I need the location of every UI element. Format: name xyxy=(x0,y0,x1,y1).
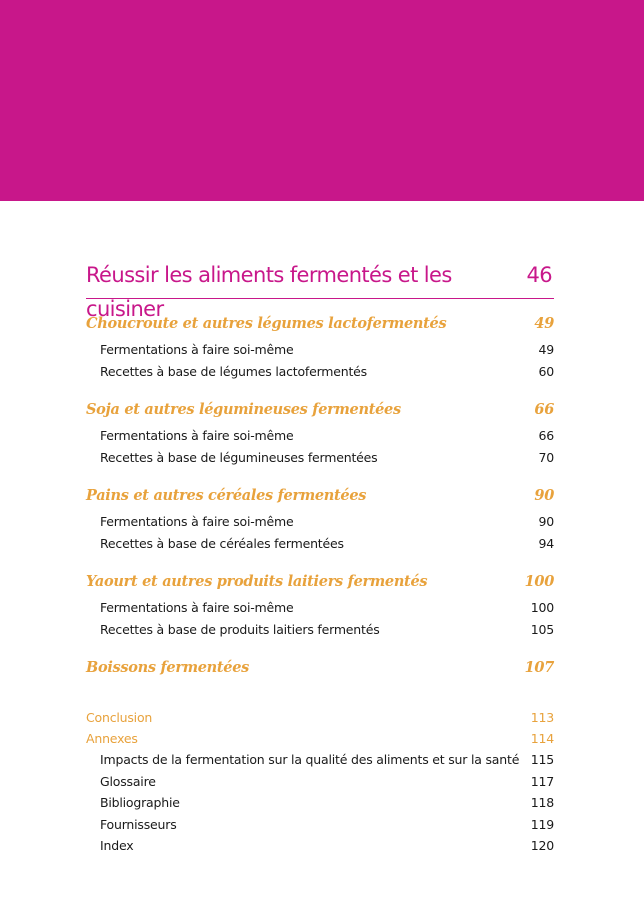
entry-title: Recettes à base de légumineuses fermentées xyxy=(100,450,378,465)
toc-chapter[interactable] xyxy=(86,399,554,421)
annexes-page-number: 114 xyxy=(530,731,554,746)
entry-title: Fournisseurs xyxy=(100,816,177,832)
part-title xyxy=(86,258,554,321)
annexes-title: Annexes xyxy=(86,731,138,746)
entry-title: Fermentations à faire soi-même xyxy=(100,342,294,357)
chapter-title: Pains et autres céréales fermentées xyxy=(86,487,367,504)
toc-entry[interactable] xyxy=(86,597,554,619)
part-page-number: 46 xyxy=(526,263,552,287)
entry-page-number: 115 xyxy=(530,752,554,767)
entry-page-number: 70 xyxy=(538,450,554,465)
entry-title: Recettes à base de céréales fermentées xyxy=(100,536,344,551)
entry-title: Glossaire xyxy=(100,773,156,789)
entry-page-number: 120 xyxy=(530,838,554,853)
toc-conclusion[interactable] xyxy=(86,707,554,728)
entry-title: Fermentations à faire soi-même xyxy=(100,514,294,529)
chapter-page-number: 49 xyxy=(534,315,554,332)
chapter-title: Boissons fermentées xyxy=(86,659,250,676)
chapter-page-number: 90 xyxy=(534,487,554,504)
toc-entry[interactable] xyxy=(86,749,554,771)
entry-page-number: 118 xyxy=(530,795,554,810)
entry-page-number: 90 xyxy=(538,514,554,529)
entry-title: Fermentations à faire soi-même xyxy=(100,600,294,615)
entry-title: Recettes à base de légumes lactofermentés xyxy=(100,364,367,379)
entry-page-number: 49 xyxy=(538,342,554,357)
entry-page-number: 119 xyxy=(530,816,554,832)
entry-page-number: 66 xyxy=(538,428,554,443)
entry-title: Impacts de la fermentation sur la qualité des aliments et sur la santé xyxy=(100,752,520,767)
entry-page-number: 105 xyxy=(530,622,554,637)
toc-entry[interactable] xyxy=(86,425,554,447)
conclusion-page-number: 113 xyxy=(530,710,554,725)
header-banner xyxy=(0,0,644,201)
toc-chapter[interactable] xyxy=(86,571,554,593)
toc-chapter[interactable] xyxy=(86,657,554,679)
chapter-page-number: 100 xyxy=(524,573,554,590)
entry-title: Index xyxy=(100,838,134,853)
chapter-page-number: 107 xyxy=(524,659,554,676)
toc-entry[interactable] xyxy=(86,361,554,383)
toc-entry[interactable] xyxy=(86,835,554,857)
chapter-title: Soja et autres légumineuses fermentées xyxy=(86,401,401,418)
entry-title: Fermentations à faire soi-même xyxy=(100,428,294,443)
toc-chapter[interactable] xyxy=(86,485,554,507)
entry-page-number: 94 xyxy=(538,536,554,551)
toc-entry[interactable] xyxy=(86,533,554,555)
toc-entry[interactable] xyxy=(86,619,554,641)
toc-entry[interactable] xyxy=(86,814,554,836)
entry-page-number: 100 xyxy=(530,600,554,615)
conclusion-title: Conclusion xyxy=(86,710,153,725)
entry-title: Bibliographie xyxy=(100,795,180,810)
entry-page-number: 117 xyxy=(530,773,554,789)
toc-entry[interactable] xyxy=(86,792,554,814)
chapter-page-number: 66 xyxy=(534,401,554,418)
chapter-title: Choucroute et autres légumes lactofermentés xyxy=(86,315,447,332)
entry-page-number: 60 xyxy=(538,364,554,379)
part-title-text: Réussir les aliments fermentés et les cuisiner xyxy=(86,263,452,321)
chapter-title: Yaourt et autres produits laitiers fermentés xyxy=(86,573,428,590)
entry-title: Recettes à base de produits laitiers fermentés xyxy=(100,622,380,637)
toc-entry[interactable] xyxy=(86,339,554,361)
toc-entry[interactable] xyxy=(86,511,554,533)
toc-entry[interactable] xyxy=(86,771,554,793)
toc-entry[interactable] xyxy=(86,447,554,469)
table-of-contents xyxy=(86,258,554,857)
toc-annexes[interactable] xyxy=(86,728,554,749)
